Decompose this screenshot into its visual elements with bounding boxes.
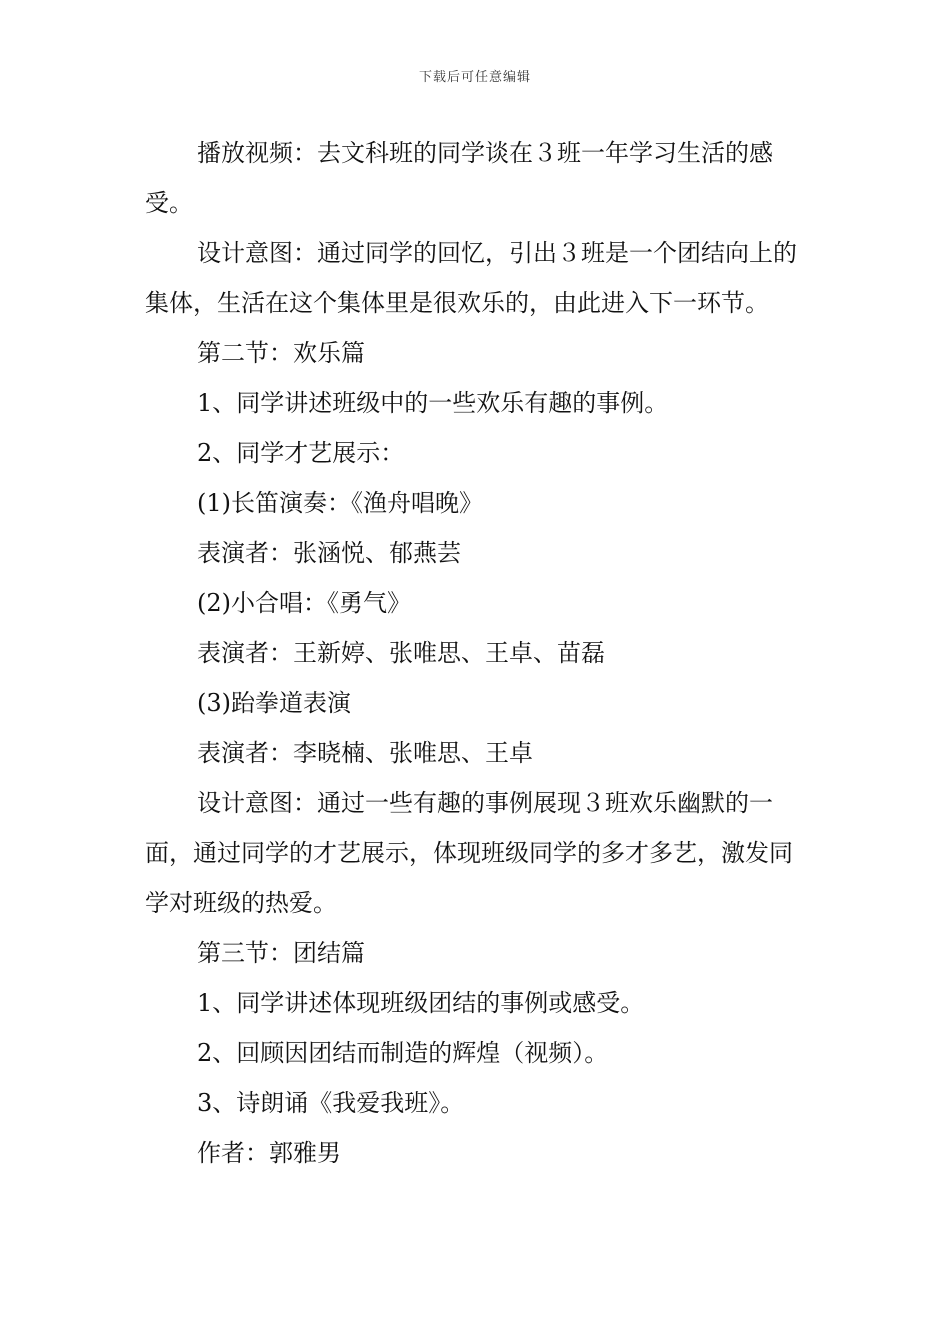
performers-line: 表演者：王新婷、张唯思、王卓、苗磊	[197, 639, 605, 667]
list-item: 3、诗朗诵《我爱我班》。	[197, 1089, 465, 1117]
list-item: (2)小合唱：《勇气》	[197, 589, 411, 617]
list-item: 2、同学才艺展示：	[197, 439, 405, 467]
section-heading-unity: 第三节：团结篇	[197, 939, 365, 967]
list-item: 1、同学讲述体现班级团结的事例或感受。	[197, 989, 645, 1017]
list-item: 2、回顾因团结而制造的辉煌（视频）。	[197, 1039, 609, 1067]
list-item: 1、同学讲述班级中的一些欢乐有趣的事例。	[197, 389, 669, 417]
author-line: 作者：郭雅男	[197, 1139, 341, 1167]
performers-line: 表演者：张涵悦、郁燕芸	[197, 539, 461, 567]
paragraph-design-intent-1: 设计意图：通过同学的回忆，引出３班是一个团结向上的集体，生活在这个集体里是很欢乐的，由此进入下一环节。	[145, 239, 797, 317]
section-heading-joy: 第二节：欢乐篇	[197, 339, 365, 367]
list-item: (3)跆拳道表演	[197, 689, 351, 717]
performers-line: 表演者：李晓楠、张唯思、王卓	[197, 739, 533, 767]
document-body	[145, 128, 810, 1178]
paragraph-design-intent-2: 设计意图：通过一些有趣的事例展现３班欢乐幽默的一面，通过同学的才艺展示，体现班级同学的多才多艺，激发同学对班级的热爱。	[145, 789, 793, 917]
page-header-note: 下载后可任意编辑	[418, 70, 531, 85]
list-item: (1)长笛演奏：《渔舟唱晚》	[197, 489, 483, 517]
paragraph-video-intro: 播放视频：去文科班的同学谈在３班一年学习生活的感受。	[145, 139, 773, 217]
